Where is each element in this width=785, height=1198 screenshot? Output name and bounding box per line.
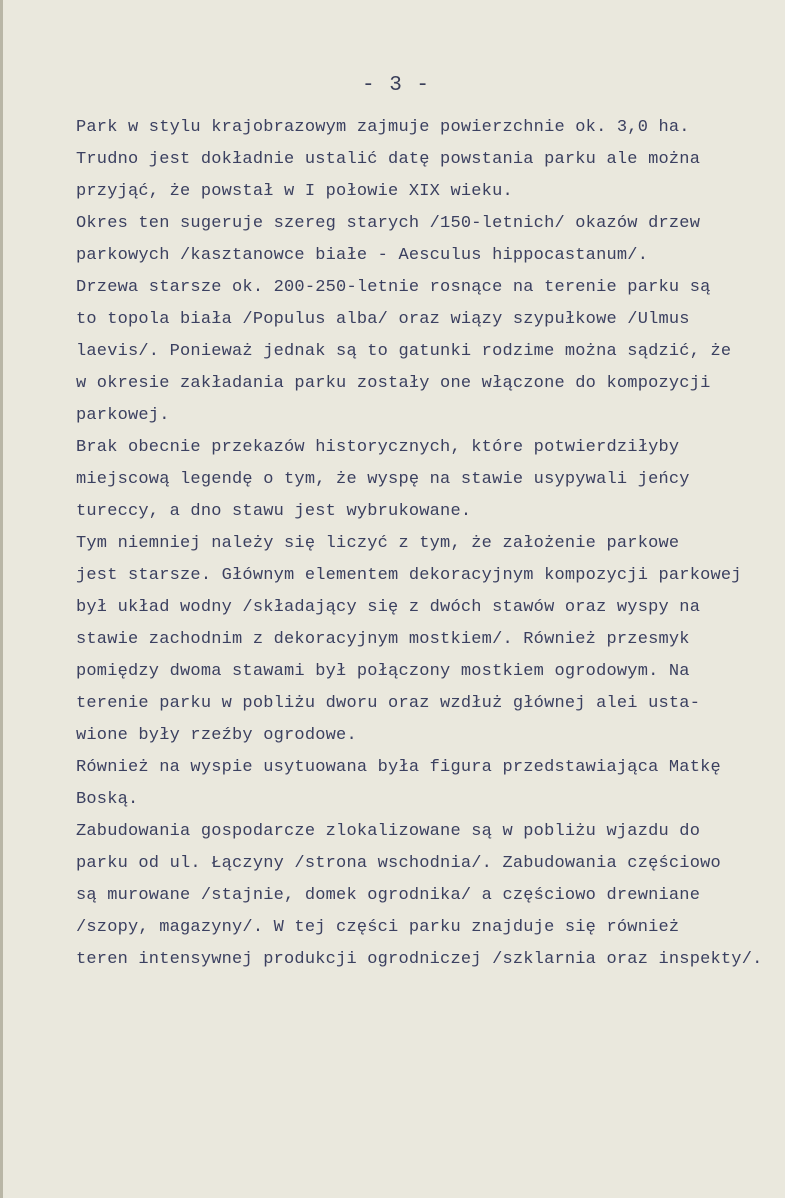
text-line-11: Brak obecnie przekazów historycznych, które potwierdziłyby xyxy=(76,438,680,457)
text-line-16: był układ wodny /składający się z dwóch stawów oraz wyspy na xyxy=(76,598,701,617)
text-line-19: terenie parku w pobliżu dworu oraz wzdłuż głównej alei usta- xyxy=(76,694,701,713)
text-line-26: /szopy, magazyny/. W tej części parku znajduje się również xyxy=(76,918,680,937)
text-line-1: Park w stylu krajobrazowym zajmuje powierzchnie ok. 3,0 ha. xyxy=(76,118,690,137)
text-line-3: przyjąć, że powstał w I połowie XIX wieku. xyxy=(76,182,513,201)
text-line-23: Zabudowania gospodarcze zlokalizowane są w pobliżu wjazdu do xyxy=(76,822,701,841)
text-line-20: wione były rzeźby ogrodowe. xyxy=(76,726,357,745)
text-line-18: pomiędzy dwoma stawami był połączony mostkiem ogrodowym. Na xyxy=(76,662,690,681)
page-edge xyxy=(0,0,3,1198)
text-line-7: to topola biała /Populus alba/ oraz wiązy szypułkowe /Ulmus xyxy=(76,310,690,329)
text-line-5: parkowych /kasztanowce białe - Aesculus hippocastanum/. xyxy=(76,246,649,265)
text-line-12: miejscową legendę o tym, że wyspę na stawie usypywali jeńcy xyxy=(76,470,690,489)
text-line-2: Trudno jest dokładnie ustalić datę powstania parku ale można xyxy=(76,150,701,169)
typewritten-text-body xyxy=(76,112,776,976)
text-line-14: Tym niemniej należy się liczyć z tym, że założenie parkowe xyxy=(76,534,680,553)
text-line-6: Drzewa starsze ok. 200-250-letnie rosnące na terenie parku są xyxy=(76,278,711,297)
text-line-4: Okres ten sugeruje szereg starych /150-letnich/ okazów drzew xyxy=(76,214,701,233)
text-line-13: tureccy, a dno stawu jest wybrukowane. xyxy=(76,502,472,521)
page-number: - 3 - xyxy=(362,74,431,97)
text-line-17: stawie zachodnim z dekoracyjnym mostkiem/. Również przesmyk xyxy=(76,630,690,649)
text-line-8: laevis/. Ponieważ jednak są to gatunki rodzime można sądzić, że xyxy=(76,342,732,361)
text-line-9: w okresie zakładania parku zostały one włączone do kompozycji xyxy=(76,374,711,393)
text-line-10: parkowej. xyxy=(76,406,170,425)
text-line-24: parku od ul. Łączyny /strona wschodnia/. Zabudowania częściowo xyxy=(76,854,721,873)
text-line-25: są murowane /stajnie, domek ogrodnika/ a częściowo drewniane xyxy=(76,886,701,905)
text-line-21: Również na wyspie usytuowana była figura przedstawiająca Matkę xyxy=(76,758,721,777)
text-line-22: Boską. xyxy=(76,790,139,809)
text-line-27: teren intensywnej produkcji ogrodniczej /szklarnia oraz inspekty/. xyxy=(76,950,763,969)
text-line-15: jest starsze. Głównym elementem dekoracyjnym kompozycji parkowej xyxy=(76,566,742,585)
